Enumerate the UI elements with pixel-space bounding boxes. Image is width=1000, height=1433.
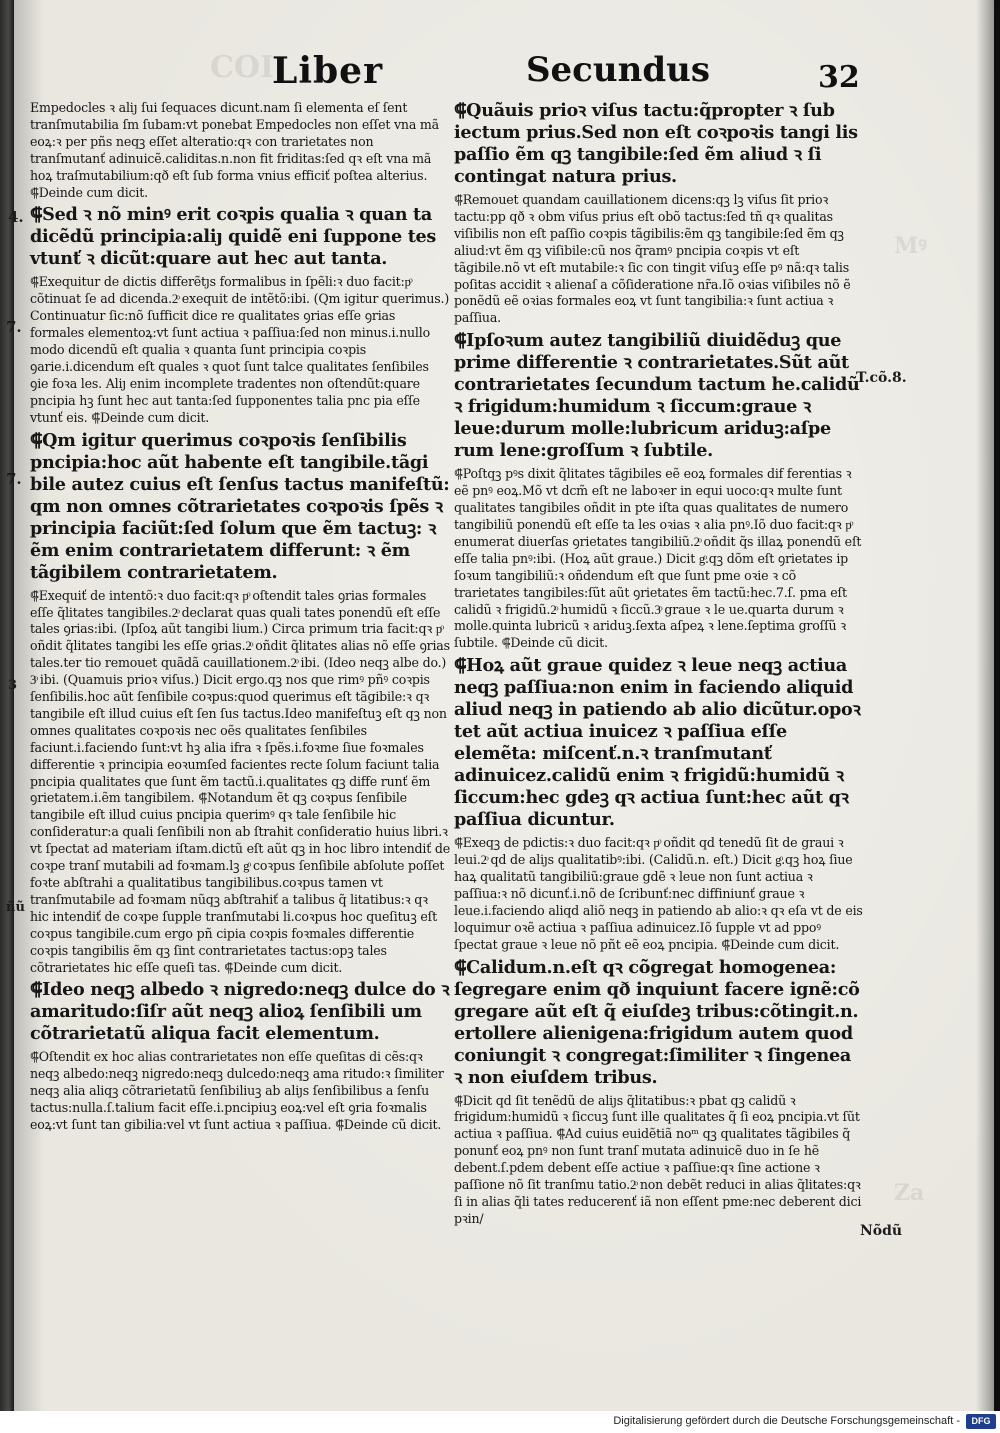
- book-page: [6, 0, 994, 1411]
- text-passage: ⸿Quãuis prioꝛ viſus tactu:q̃propter ꝛ ſub iectum prius.Sed non eſt coꝛpoꝛis tangi lis paſſio ẽm qꝫ tangibile:ſed ẽm aliud ꝛ ſi contingat natura prius.: [454, 100, 858, 187]
- commentary-paragraph: Empedocles ꝛ aliȷ ſui ſequaces dicunt.nam ſi elementa eſ ſent tranſmutabilia ſm ſubam:vt ponebat Empedocles non eſſet vna mã eoꝝ:ꝛ per pñs neqꝫ eſſet alteratio:qꝛ con trarietates non tranſmutanť adinuicẽ.caliditas.n.non fit friditas:ſed qꝛ eſt vna mã hoꝝ traſmutabilium:qð eſt ſub forma vnius efficiť poſtea alterius. ⸿Deinde cum dicit.: [30, 100, 439, 200]
- text-passage: ⸿Ipſoꝛum autez tangibiliũ diuidẽduꝫ que prime differentie ꝛ contrarietates.Sũt aũt contrarietates ſecundum tactum he.calidũ ꝛ frigidum:humidum ꝛ ſiccum:graue ꝛ leue:durum molle:lubricum ariduꝫ:aſpe rum lene:groſſum ꝛ ſubtile.: [454, 330, 860, 462]
- margin-note-reference: T.cõ.8.: [856, 370, 907, 386]
- page-shadow: [976, 0, 994, 1411]
- running-head-center: Secundus: [526, 50, 710, 90]
- page-number: 32: [818, 60, 860, 95]
- commentary-paragraph: ⸿Poſtqꝫ pꝰs dixit q̃litates tãgibiles eẽ eoꝝ formales dif ferentias ꝛ eẽ pnꝰ eoꝝ.Mõ vt dcm̃ eſt ne laboꝛer in equi uoco:qꝛ multe ſunt qualitates tangibiles oñdit in pte iſta quas qualitates de numero tangibiliũ ponendũ eſt eſſe ta les oꝛias ꝛ alia pnꝰ.Iõ duo facit:qꝛ pͦ enumerat diuerſas ꝯrietates tangibiliũ.2ͦ oñdit q̃s illaꝝ ponendũ eſt eſſe talia pnꝰ:ibi. (Hoꝝ aũt graue.) Dicit gͦ.qꝫ dõm eſt ꝯrietates ip ſoꝛum tangibiliũ:ꝛ oñdendum eſt que ſunt pme oꝛie ꝛ cõ trarietates tangibiles:ſũt aũt ꝯrietates ẽm tactũ:hec.7.ſ. pma eſt calidũ ꝛ frigidũ.2ͦ humidũ ꝛ ſiccũ.3ͦ graue ꝛ le ue.quarta durum ꝛ molle.quinta lubricũ ꝛ ariduꝫ.ſexta aſpeꝝ ꝛ lene.ſeptima groſſũ ꝛ ſubtile. ⸿Deinde cũ dicit.: [454, 466, 862, 651]
- text-passage: ⸿Hoꝝ aũt graue quidez ꝛ leue neqꝫ actiua neqꝫ paſſiua:non enim in faciendo aliquid aliud neqꝫ in patiendo ab alio dicũtur.opoꝛ tet aũt actiua inuicez ꝛ paſſiua eſſe elemẽta: miſcenť.n.ꝛ tranſmutanť adinuicez.calidũ enim ꝛ frigidũ:humidũ ꝛ ſiccum:hec gdeꝫ qꝛ actiua ſunt:hec aũt qꝛ paſſiua dicuntur.: [454, 655, 861, 831]
- text-passage: ⸿Calidum.n.eſt qꝛ cõgregat homogenea: ſegregare enim qð inquiunt facere ignẽ:cõ gregare aũt eſt q̃ eiuſdeꝫ tribus:cõtingit.n. ertollere alienigena:frigidum autem quod coniungit ꝛ congregat:ſimiliter ꝛ ſingenea ꝛ non eiuſdem tribus.: [454, 956, 860, 1088]
- commentary-paragraph: ⸿Exequitur de dictis differẽtȷs formalibus in ſpẽli:ꝛ duo facit:pͦ cõtinuat ſe ad dicenda.2ͦ exequit de intẽtõ:ibi. (Qm igitur querimus.) Continuatur ſic:nõ ſufficit dice re qualitates ꝯrias eſſe ꝯrias formales elementoꝝ:vt ſunt actiua ꝛ paſſiua:ſed non minus.i.nullo modo dicendũ eſt qualia ꝛ quanta ſunt principia coꝛpis ꝯarie.i.dicendum eſt quales ꝛ quot ſunt talce qualitates ſenſibiles ꝯie foꝛa les. Aliȷ enim incomplete tradentes non oſtendũt:quare pncipia hꝫ ſunt hec aut tanta:ſed ſupponentes talia pnc pia eſſe vtunť eis. ⸿Deinde cum dicit.: [30, 274, 450, 425]
- commentary-paragraph: ⸿Remouet quandam cauillationem dicens:qꝫ lꝫ viſus ſit prioꝛ tactu:pp qð ꝛ obm viſus prius eſt obõ tactus:ſed tñ qꝛ qualitas viſibilis non eſt paſſio coꝛpis tãgibilis:ẽm qꝫ tangibile:ſed ẽm qꝫ aliud:vt ẽm qꝫ viſibile:cũ nos q̃ramꝰ pncipia coꝛpis vt eſt tãgibile.nõ vt eſt mutabile:ꝛ ſic con tingit viſuꝫ eſſe pꝰ nã:qꝛ talis poſitas accidit ꝛ alienaſ a cõſideratione nr̃a.Iõ oꝛias viſibiles nõ ẽ ponẽdũ eẽ oꝛias formales eoꝝ vt ſunt tangibilia:ꝛ ſunt actiua ꝛ paſſiua.: [454, 192, 851, 326]
- commentary-paragraph: ⸿Oſtendit ex hoc alias contrarietates non eſſe queſitas di cẽs:qꝛ neqꝫ albedo:neqꝫ nigredo:neqꝫ dulcedo:neqꝫ ama ritudo:ꝛ ſimiliter neqꝫ alia aliqꝫ cõtrarietatũ ſenſibiliuꝫ ab aliȷs ſenſibilibus a ſenſu tactus:nulla.ſ.talium facit eſſe.i.pncipiuꝫ eoꝝ:vel eſt ꝯria foꝛmalis eoꝝ:vt ſunt tan gibilia:vel vt ſunt actiua ꝛ paſſiua. ⸿Deinde cũ dicit.: [30, 1049, 444, 1133]
- bleed-through-text: COI: [210, 50, 275, 85]
- right-column: [454, 100, 864, 1231]
- text-passage: ⸿Qm igitur querimus coꝛpoꝛis ſenſibilis pncipia:hoc aũt habente eſt tangibile.tãgi bile autez cuius eſt ſenſus tactus manifeſtũ: qm non omnes cõtrarietates coꝛpoꝛis ſpẽs ꝛ principia faciũt:ſed ſolum que ẽm tactuꝫ: ꝛ ẽm enim contrarietatem differunt: ꝛ ẽm tãgibilem contrarietatem.: [30, 429, 450, 583]
- dfg-logo: DFG: [966, 1414, 996, 1429]
- bleed-through-text: Za: [894, 1180, 925, 1206]
- commentary-paragraph: ⸿Exeqꝫ de pdictis:ꝛ duo facit:qꝛ pͦ oñdit qd tenedũ ſit de graui ꝛ leui.2ͦ qd de aliȷs qualitatibꝰ:ibi. (Calidũ.n. eſt.) Dicit gͦ.qꝫ hoꝝ ſiue haꝝ qualitatũ tangibiliũ:graue gdẽ ꝛ leue non ſunt actiua ꝛ paſſiua:ꝛ nõ dicunť.i.nõ de ſcribunť:nec diffiniunť graue ꝛ leue.i.faciendo aliqd aliõ neqꝫ in patiendo ab alio:ꝛ qꝛ eſa vt de eis loquimur oꝛẽ actiua ꝛ paſſiua adinuicez.Iõ ſupple vt ad ppoꝰ ſpectat graue ꝛ leue nõ pñt eẽ eoꝝ pncipia. ⸿Deinde cum dicit.: [454, 835, 863, 952]
- margin-note: 4.: [8, 208, 24, 226]
- footer-bar: [0, 1411, 1000, 1433]
- margin-note: Nõdũ: [860, 1223, 903, 1239]
- bleed-through-text: Mꝰ: [894, 233, 927, 259]
- margin-note: ñũ: [6, 900, 25, 915]
- funding-credit: Digitalisierung gefördert durch die Deutsche Forschungsgemeinschaft -: [613, 1415, 960, 1427]
- commentary-paragraph: ⸿Exequiť de intentõ:ꝛ duo facit:qꝛ pͦ oſtendit tales ꝯrias formales eſſe q̃litates tangibiles.2ͦ declarat quas quali tates ponendũ eſt eſſe tales ꝯrias:ibi. (Ipſoꝝ aũt tangibi lium.) Circa primum tria facit:qꝛ pͦ oñdit q̃litates tangibi les eſſe ꝯrias.2ͦ oñdit q̃litates alias nõ eſſe ꝯrias tales.ter tio remouet quãdã cauillationem.2ͦ ibi. (Ideo neqꝫ albe do.) 3ͦ ibi. (Quamuis prioꝛ viſus.) Dicit ergo.qꝫ nos que rimꝰ pñꝰ coꝛpis ſenſibilis.hoc aũt ſenſibile coꝛpus:quod querimus eſt tãgibile:ꝛ qꝛ tangibile eſt illud cuius eſt ſen ſus tactus.Ideo manifeſtuꝫ eſt qꝫ non omnes qualitates coꝛpoꝛis nec oẽs qualitates ſenſibiles faciunt.i.faciendo ſunt:vt hꝫ alia ifra ꝛ ſpẽs.i.foꝛme ſiue foꝛmales differentie ꝛ principia eoꝛumſed facientes recte ſolum faciunt talia pncipia qualitates que ſunt ẽm tactũ.i.qualitates qꝫ diffe runť ẽm ꝯrietatem.i.ẽm tangibilem. ⸿Notandum ẽt qꝫ coꝛpus ſenſibile tangibile eſt illud cuius pncipia querimꝰ qꝛ tale ſenſibile hic conſideratur:a quali ſenſibili non ab ſtrahit conſideratio huius libri.ꝛ vt ſpectat ad materiam iſtam.dictũ eſt aũt qꝫ in hoc libro intendiť de coꝛpe tranſ mutabili ad foꝛmam.lꝫ gͦ coꝛpus ſenſibile abſolute poſſet foꝛte abſtrahi a qualitatibus tangibilibus.coꝛpus tamen vt tranſmutabile ad foꝛmam nũqꝫ abſtrahiť a talibus q̃ litatibus:ꝛ qꝛ hic intendiť de coꝛpe ſupple tranſmutabi li.coꝛpus hoc queſituꝫ eſt coꝛpus tangibile.cum ergo pñ cipia coꝛpis foꝛmales differentie coꝛpis tangibilis ẽm qꝫ ſint contrarietates tactus:opꝫ tales cõtrarietates hic eſſe queſi tas. ⸿Deinde cum dicit.: [30, 587, 451, 975]
- margin-note: 7.: [6, 470, 22, 488]
- commentary-paragraph: ⸿Dicit qd ſit tenẽdũ de aliȷs q̃litatibus:ꝛ pbat qꝫ calidũ ꝛ frigidum:humidũ ꝛ ſiccuꝫ ſunt ille qualitates q̃ ſi eoꝝ pncipia.vt ſũt actiua ꝛ paſſiua. ⸿Ad cuius euidẽtiã noᵐ qꝫ qualitates tãgibiles q̃ ponunť eoꝝ pnꝰ non ſunt tranſ mutata adinuicẽ duo in ſe hẽ debent.ſ.pdem debent eſſe actiue ꝛ paſſiue:qꝛ ſine actione ꝛ paſſione nõ ſit tranſmu tatio.2ͦ non debẽt reduci in alias q̃litates:qꝛ ſi in alias q̃li tates reducerenť iã non eſſent pme:nec deberent dici pꝛin/: [454, 1092, 862, 1226]
- running-head-left: Liber: [272, 50, 384, 92]
- margin-note: 3: [8, 678, 18, 693]
- left-column: [30, 100, 450, 1137]
- text-passage: ⸿Ideo neqꝫ albedo ꝛ nigredo:neqꝫ dulce do ꝛ amaritudo:ſiſr aũt neqꝫ alioꝝ ſenſibili um cõtrarietatũ aliqua facit elementum.: [30, 979, 450, 1045]
- text-passage: ⸿Sed ꝛ nõ minꝰ erit coꝛpis qualia ꝛ quan ta dicẽdũ principia:aliȷ quidẽ eni ſuppone tes vtunť ꝛ dicũt:quare aut hec aut tanta.: [30, 204, 437, 270]
- margin-note: 7.: [6, 318, 22, 336]
